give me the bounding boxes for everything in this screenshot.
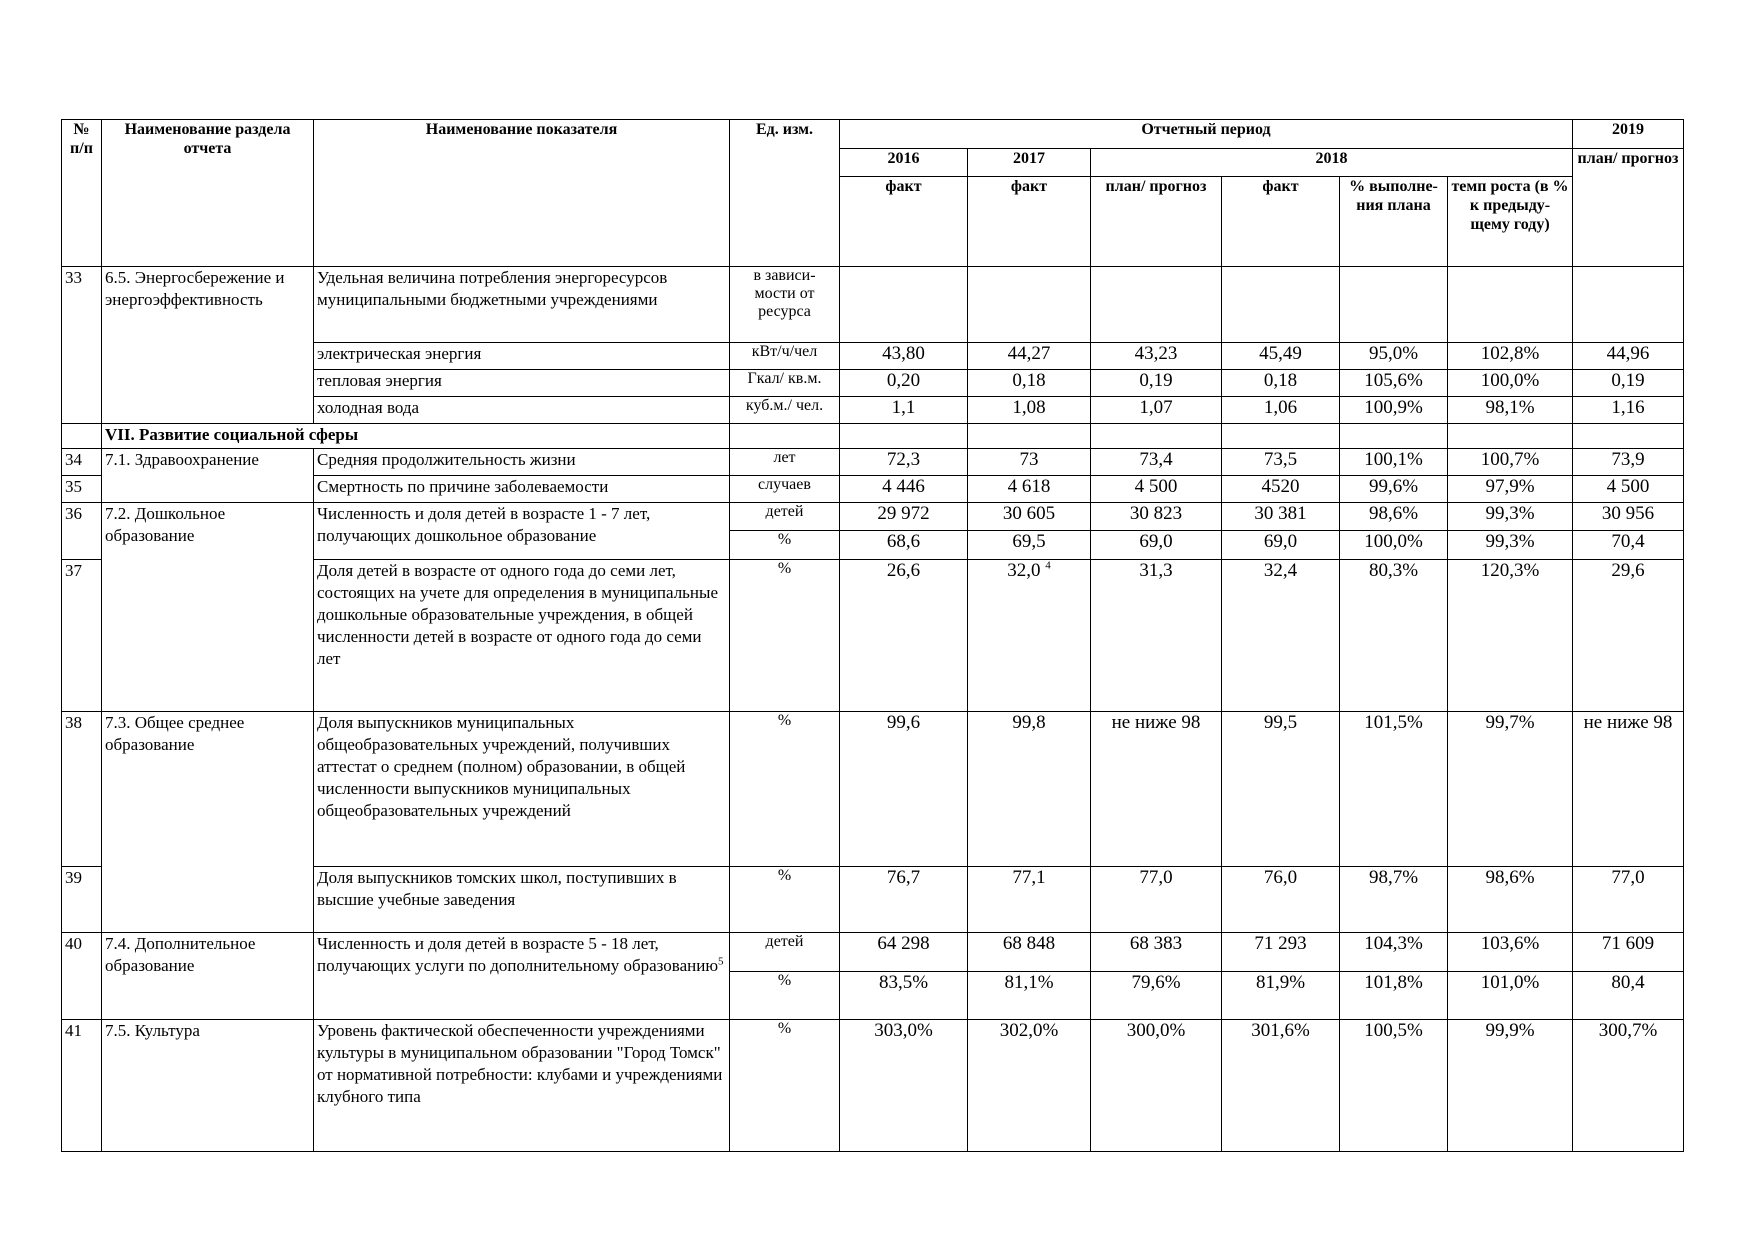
cell-2016-fact: 303,0% [840,1020,968,1152]
row-indicator: Доля детей в возрасте от одного года до семи лет, состоящих на учете для определения в муниципальные дошкольные образовательные учреждения, в общей численности детей в возрасте от одного года до семи лет [314,560,730,712]
table-row [62,712,1684,867]
header-2019: 2019 [1573,120,1684,149]
cell-2019-plan: 44,96 [1573,343,1684,370]
cell-2018-plan: 77,0 [1091,867,1222,933]
table-row [62,933,1684,972]
cell-pct-plan: 100,1% [1340,449,1448,476]
cell-2018-fact: 4520 [1222,476,1340,503]
cell-2016-fact: 1,1 [840,397,968,424]
header-indicator: Наименование показателя [314,120,730,267]
cell-2016-fact: 76,7 [840,867,968,933]
cell-2019-plan: 80,4 [1573,972,1684,1020]
cell-growth: 98,1% [1448,397,1573,424]
cell-pct-plan: 98,7% [1340,867,1448,933]
cell-2018-fact: 73,5 [1222,449,1340,476]
cell-2018-plan: 31,3 [1091,560,1222,712]
cell-2018-plan: 68 383 [1091,933,1222,972]
header-num: № п/п [62,120,102,267]
cell-2017-fact: 81,1% [968,972,1091,1020]
indicator-text: Численность и доля детей в возрасте 5 - 18 лет, получающих услуги по дополнительному образованию [317,934,719,975]
cell-pct-plan: 80,3% [1340,560,1448,712]
cell-growth: 99,3% [1448,531,1573,560]
cell-pct-plan: 98,6% [1340,503,1448,531]
cell-2017-fact: 77,1 [968,867,1091,933]
row-indicator: электрическая энергия [314,343,730,370]
table-row [62,1020,1684,1152]
cell-2016-fact: 99,6 [840,712,968,867]
cell-2016-fact: 68,6 [840,531,968,560]
cell-pct-plan: 104,3% [1340,933,1448,972]
cell-growth: 100,0% [1448,370,1573,397]
row-unit: куб.м./ чел. [730,397,840,424]
row-unit: % [730,531,840,560]
row-indicator [314,933,730,1020]
row-section: 7.1. Здравоохранение [102,449,314,503]
header-unit: Ед. изм. [730,120,840,267]
header-fact-2016: факт [840,177,968,267]
row-unit: Гкал/ кв.м. [730,370,840,397]
cell-2018-plan: 4 500 [1091,476,1222,503]
row-section: 7.4. Дополнительное образование [102,933,314,1020]
cell-2017-fact: 99,8 [968,712,1091,867]
cell-2017-fact: 302,0% [968,1020,1091,1152]
cell-2019-plan: 73,9 [1573,449,1684,476]
row-section: 7.3. Общее среднее образование [102,712,314,933]
cell-2018-fact: 99,5 [1222,712,1340,867]
cell-growth: 99,7% [1448,712,1573,867]
cell-growth: 97,9% [1448,476,1573,503]
cell-2018-plan: 30 823 [1091,503,1222,531]
header-section: Наименование раздела отчета [102,120,314,267]
cell-2018-plan: 300,0% [1091,1020,1222,1152]
cell-growth: 98,6% [1448,867,1573,933]
cell-growth: 99,9% [1448,1020,1573,1152]
cell-2019-plan: 0,19 [1573,370,1684,397]
row-unit: лет [730,449,840,476]
cell-growth: 99,3% [1448,503,1573,531]
cell-2016-fact: 29 972 [840,503,968,531]
cell-2018-fact: 69,0 [1222,531,1340,560]
header-plan-2019: план/ прогноз [1573,149,1684,267]
cell-2018-fact: 32,4 [1222,560,1340,712]
header-2017: 2017 [968,149,1091,177]
report-table [61,119,1684,1152]
cell-pct-plan: 100,0% [1340,531,1448,560]
cell-2017-fact: 0,18 [968,370,1091,397]
cell-2016-fact: 72,3 [840,449,968,476]
cell-2018-fact: 45,49 [1222,343,1340,370]
footnote-ref: 5 [718,955,724,968]
footnote-ref: 4 [1045,559,1051,572]
cell-2018-plan: 69,0 [1091,531,1222,560]
cell-2019-plan: 30 956 [1573,503,1684,531]
row-indicator: Доля выпускников томских школ, поступивших в высшие учебные заведения [314,867,730,933]
row-section: 6.5. Энергосбережение и энергоэффективность [102,267,314,424]
table-row [62,449,1684,476]
row-indicator: Удельная величина потребления энергоресурсов муниципальными бюджетными учреждениями [314,267,730,343]
cell-2018-fact: 1,06 [1222,397,1340,424]
row-indicator: холодная вода [314,397,730,424]
row-unit: % [730,1020,840,1152]
cell-2017-fact: 73 [968,449,1091,476]
row-unit: % [730,972,840,1020]
section-title: VII. Развитие социальной сферы [102,424,730,449]
cell-2019-plan: 71 609 [1573,933,1684,972]
cell-2018-plan: 43,23 [1091,343,1222,370]
row-indicator: Смертность по причине заболеваемости [314,476,730,503]
cell-2016-fact: 26,6 [840,560,968,712]
cell-2016-fact: 83,5% [840,972,968,1020]
header-pct-plan: % выполне- ния плана [1340,177,1448,267]
row-unit: детей [730,503,840,531]
table-row [62,503,1684,531]
cell-growth: 102,8% [1448,343,1573,370]
row-indicator: Средняя продолжительность жизни [314,449,730,476]
cell-2016-fact: 0,20 [840,370,968,397]
cell-2017-fact: 1,08 [968,397,1091,424]
cell-2018-fact: 301,6% [1222,1020,1340,1152]
header-2018: 2018 [1091,149,1573,177]
cell-growth: 100,7% [1448,449,1573,476]
row-indicator: Численность и доля детей в возрасте 1 - 7 лет, получающих дошкольное образование [314,503,730,560]
row-unit: % [730,560,840,712]
cell-2016-fact: 64 298 [840,933,968,972]
header-fact-2018: факт [1222,177,1340,267]
cell-growth: 120,3% [1448,560,1573,712]
cell-2017-fact [968,560,1091,712]
cell-2019-plan: не ниже 98 [1573,712,1684,867]
cell-2018-plan: 79,6% [1091,972,1222,1020]
cell-2017-fact: 4 618 [968,476,1091,503]
row-unit: кВт/ч/чел [730,343,840,370]
row-section: 7.5. Культура [102,1020,314,1152]
row-num: 39 [62,867,102,933]
row-num: 38 [62,712,102,867]
cell-2019-plan: 29,6 [1573,560,1684,712]
cell-value: 32,0 [1007,560,1041,581]
cell-2017-fact: 69,5 [968,531,1091,560]
cell-pct-plan: 101,8% [1340,972,1448,1020]
cell-2016-fact: 4 446 [840,476,968,503]
row-num: 36 [62,503,102,531]
row-num: 34 [62,449,102,476]
row-indicator: Уровень фактической обеспеченности учреждениями культуры в муниципальном образовании "Город Томск" от нормативной потребности: клубами и учреждениями клубного типа [314,1020,730,1152]
header-plan-2018: план/ прогноз [1091,177,1222,267]
cell-2019-plan: 77,0 [1573,867,1684,933]
header-2016: 2016 [840,149,968,177]
cell-growth: 101,0% [1448,972,1573,1020]
row-num: 40 [62,933,102,972]
cell-2019-plan: 1,16 [1573,397,1684,424]
row-indicator: тепловая энергия [314,370,730,397]
cell-2018-fact: 30 381 [1222,503,1340,531]
cell-2018-plan: не ниже 98 [1091,712,1222,867]
row-unit: случаев [730,476,840,503]
cell-2019-plan: 4 500 [1573,476,1684,503]
cell-pct-plan: 99,6% [1340,476,1448,503]
cell-2018-fact: 71 293 [1222,933,1340,972]
cell-2017-fact: 44,27 [968,343,1091,370]
cell-growth: 103,6% [1448,933,1573,972]
header-growth-rate: темп роста (в % к предыду- щему году) [1448,177,1573,267]
row-num: 35 [62,476,102,503]
row-num: 33 [62,267,102,424]
cell-2017-fact: 30 605 [968,503,1091,531]
cell-2018-plan: 73,4 [1091,449,1222,476]
cell-2018-fact: 76,0 [1222,867,1340,933]
row-indicator: Доля выпускников муниципальных общеобразовательных учреждений, получивших аттестат о среднем (полном) образовании, в общей численности выпускников муниципальных общеобразовательных учреждений [314,712,730,867]
row-unit: детей [730,933,840,972]
cell-2018-plan: 1,07 [1091,397,1222,424]
section-row [62,424,1684,449]
cell-2019-plan: 300,7% [1573,1020,1684,1152]
cell-pct-plan: 100,5% [1340,1020,1448,1152]
cell-2018-plan: 0,19 [1091,370,1222,397]
cell-2019-plan: 70,4 [1573,531,1684,560]
row-unit: % [730,867,840,933]
row-unit: в зависи- мости от ресурса [730,267,840,343]
cell-pct-plan: 101,5% [1340,712,1448,867]
cell-2016-fact: 43,80 [840,343,968,370]
row-unit: % [730,712,840,867]
header-fact-2017: факт [968,177,1091,267]
cell-2018-fact: 0,18 [1222,370,1340,397]
cell-pct-plan: 100,9% [1340,397,1448,424]
cell-pct-plan: 95,0% [1340,343,1448,370]
cell-2018-fact: 81,9% [1222,972,1340,1020]
row-num: 41 [62,1020,102,1152]
row-section: 7.2. Дошкольное образование [102,503,314,712]
cell-2017-fact: 68 848 [968,933,1091,972]
row-num: 37 [62,560,102,712]
cell-pct-plan: 105,6% [1340,370,1448,397]
header-period: Отчетный период [840,120,1573,149]
